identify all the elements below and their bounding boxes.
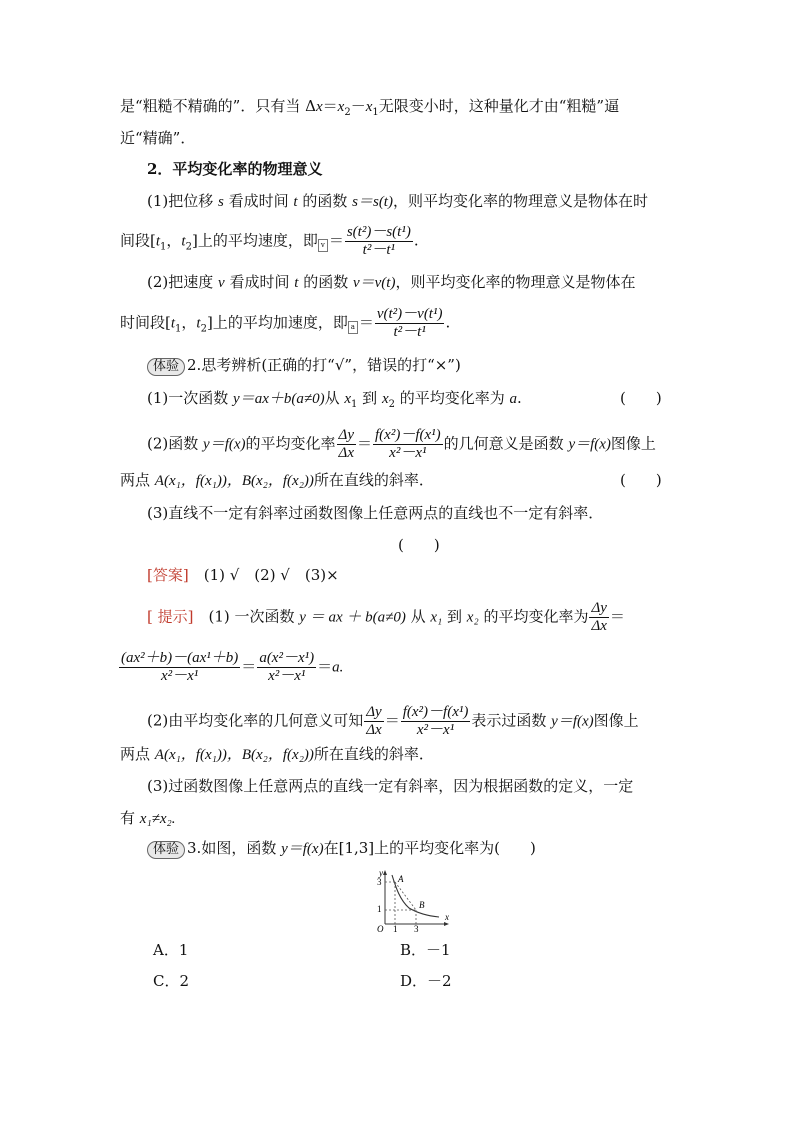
question-3: (3)直线不一定有斜率过函数图像上任意两点的直线也不一定有斜率．: [147, 504, 604, 522]
option-d[interactable]: D．－2: [400, 972, 452, 990]
x-label: x: [445, 912, 449, 922]
text: ，则平均变化率的物理意义是物体在时: [392, 192, 648, 210]
text: 所在直线的斜率．: [313, 471, 434, 489]
hint-line-3-cont: [120, 808, 176, 829]
section-title: 2．平均变化率的物理意义: [147, 160, 323, 178]
text: 2: [388, 399, 395, 410]
text: 从: [324, 389, 345, 407]
option-b[interactable]: B．－1: [400, 941, 451, 959]
text-line: [120, 306, 450, 341]
hint-line-2-cont: [120, 744, 434, 765]
y-axis-arrow: [383, 870, 387, 875]
numerator: s(t²)－s(t¹): [346, 224, 411, 240]
text: t: [181, 233, 186, 250]
text: 到: [357, 389, 382, 407]
numerator: Δy: [338, 427, 354, 443]
denominator: t²－t¹: [362, 242, 396, 258]
text: (2)把速度: [147, 273, 219, 291]
text: 2: [200, 323, 207, 335]
text: ]上的平均加速度，即: [206, 313, 348, 332]
question-2: [147, 427, 656, 462]
text: ]上的平均速度，即: [191, 231, 318, 250]
answer-label: [答案]: [147, 566, 189, 584]
fraction: [119, 650, 240, 685]
point-a-label: A: [398, 874, 404, 884]
numerator: Δy: [591, 600, 607, 616]
numerator: v(t²)－v(t¹): [376, 306, 443, 322]
text: 是“粗糙不精确的”．只有当 Δ: [120, 97, 316, 115]
text: 两点: [120, 471, 155, 489]
text-line: [147, 191, 648, 212]
text: 1: [175, 323, 182, 335]
denominator: Δx: [591, 618, 607, 634]
text: ＝: [322, 97, 338, 115]
text: 2: [185, 241, 192, 253]
text: 1: [160, 241, 167, 253]
fraction: [401, 704, 471, 739]
text: .: [517, 389, 522, 407]
hint-line: [147, 600, 625, 635]
text: v＝v(t): [352, 275, 396, 291]
text: y＝f(x): [551, 713, 594, 730]
y-tick-label: 3: [377, 877, 382, 887]
fraction: [375, 306, 445, 341]
text: t: [294, 275, 299, 291]
numerator: f(x²)－f(x¹): [402, 704, 469, 720]
x-tick-label: 3: [414, 924, 419, 932]
text: ＝: [357, 434, 373, 453]
text: x: [337, 99, 345, 115]
text: 在[1,3]上的平均变化率为( ): [323, 839, 536, 857]
experience-badge: 体验: [147, 841, 185, 859]
text: 的函数: [297, 192, 353, 210]
origin-label: O: [377, 924, 384, 932]
text: y＝f(x): [568, 436, 611, 453]
text: t: [196, 315, 201, 332]
text: t: [170, 315, 176, 332]
text: y＝ax＋b(a≠0): [233, 391, 325, 407]
question-1: [147, 388, 522, 409]
exercise-header: [147, 838, 536, 859]
text: (2)由平均变化率的几何意义可知: [147, 711, 364, 730]
text-line: [120, 96, 619, 117]
text: 的平均变化率为: [478, 607, 589, 626]
text: ＝: [384, 711, 400, 730]
text: 2.思考辨析(正确的打“√”，错误的打“×”): [187, 356, 461, 374]
fraction: [373, 427, 443, 462]
text: (1)一次函数: [147, 389, 234, 407]
denominator: x²－x¹: [416, 722, 455, 738]
text-line: [147, 272, 635, 293]
denominator: t²－t¹: [393, 324, 426, 340]
fraction: [345, 224, 413, 259]
text: v: [218, 275, 225, 291]
text: 1: [351, 399, 358, 410]
experience-badge: 体验: [147, 358, 185, 376]
text: ＝: [317, 657, 333, 676]
text: －: [350, 97, 366, 115]
text: ＝: [241, 657, 257, 676]
text: ＝: [358, 313, 374, 332]
secant-line: [395, 882, 416, 910]
text: s＝s(t): [352, 194, 393, 210]
text: t: [155, 233, 161, 250]
v-bar-icon: v: [318, 239, 328, 252]
text: 到: [442, 607, 467, 626]
text: 无限变小时，这种量化才由“粗糙”逼: [378, 97, 620, 115]
numerator: (ax²＋b)－(ax¹＋b): [121, 650, 239, 666]
question-2-cont: [120, 470, 434, 491]
numerator: f(x²)－f(x¹): [375, 427, 441, 443]
text: 图像上: [610, 434, 656, 453]
numerator: a(x²－x¹): [259, 650, 315, 666]
text: ＝: [328, 231, 344, 250]
hint-formula: [118, 650, 343, 685]
text: ＝: [609, 607, 625, 626]
text: 间段[: [120, 231, 156, 250]
text: .: [445, 313, 451, 332]
text: 的函数: [298, 273, 353, 291]
text: A(x₁，f(x₁))，B(x₂，f(x₂)): [154, 473, 314, 489]
answer-blank: ( ): [398, 536, 440, 554]
text: 的平均变化率: [245, 434, 336, 453]
text: (1) 一次函数: [193, 607, 300, 626]
text: s: [218, 194, 224, 210]
answer-blank: ( ): [620, 471, 662, 489]
exercise-header: [147, 355, 461, 376]
text: t: [293, 194, 298, 210]
text: 的平均变化率为: [395, 389, 510, 407]
text-line: [120, 224, 419, 259]
denominator: Δx: [338, 445, 354, 461]
option-a[interactable]: A．1: [153, 941, 189, 959]
answer-line: [147, 565, 339, 585]
text: (1)把位移: [147, 192, 219, 210]
text: 的几何意义是函数: [443, 434, 569, 453]
text: x: [315, 99, 323, 115]
denominator: Δx: [366, 722, 382, 738]
function-graph: [365, 866, 455, 932]
denominator: x²－x¹: [389, 445, 427, 461]
numerator: Δy: [366, 704, 382, 720]
text: 3.如图，函数: [187, 839, 282, 857]
text: 图像上: [593, 711, 639, 730]
text: y＝f(x): [203, 436, 246, 453]
text: ，则平均变化率的物理意义是物体在: [395, 273, 636, 291]
text: 时间段[: [120, 313, 171, 332]
y-tick-label: 1: [377, 904, 382, 914]
text: ，: [181, 313, 197, 332]
text: A(x₁，f(x₁))，B(x₂，f(x₂)): [154, 747, 314, 763]
text: (2)函数: [147, 434, 204, 453]
text: x₂: [466, 609, 479, 626]
hint-line-2: [147, 704, 639, 739]
text: a: [509, 391, 518, 407]
text: 2: [344, 107, 351, 118]
text: y＝f(x): [281, 841, 324, 857]
text: .: [413, 231, 419, 250]
a-bar-icon: a: [348, 321, 358, 334]
text: 表示过函数: [471, 711, 552, 730]
fraction: [364, 704, 383, 739]
fraction: [589, 600, 608, 635]
text: x: [344, 391, 352, 407]
hint-line-3: (3)过函数图像上任意两点的直线一定有斜率，因为根据函数的定义，一定: [147, 777, 634, 795]
text-line: 近“精确”．: [120, 129, 196, 147]
answer-blank: ( ): [620, 389, 662, 407]
x-axis-arrow: [444, 922, 449, 926]
hint-label: [ 提示]: [147, 607, 194, 626]
text: x₁≠x₂.: [139, 811, 176, 827]
text: 看成时间: [224, 273, 295, 291]
text: x: [365, 99, 373, 115]
text: 1: [372, 107, 379, 118]
text: a.: [332, 659, 344, 676]
denominator: x²－x¹: [160, 668, 199, 684]
option-c[interactable]: C．2: [153, 972, 190, 990]
text: x: [381, 391, 389, 407]
text: 有: [120, 809, 140, 827]
x-tick-label: 1: [393, 924, 398, 932]
text: 所在直线的斜率．: [313, 745, 434, 763]
text: y ＝ ax ＋ b(a≠0): [299, 609, 406, 626]
text: (1) √ (2) √ (3)×: [188, 566, 339, 584]
fraction: [257, 650, 316, 685]
text: x₁: [430, 609, 443, 626]
denominator: x²－x¹: [268, 668, 306, 684]
text: ，: [166, 231, 182, 250]
text: 看成时间: [223, 192, 294, 210]
y-label: y: [379, 868, 383, 878]
point-b-label: B: [419, 900, 425, 910]
text: 两点: [120, 745, 155, 763]
fraction: [337, 427, 356, 462]
text: 从: [405, 607, 431, 626]
